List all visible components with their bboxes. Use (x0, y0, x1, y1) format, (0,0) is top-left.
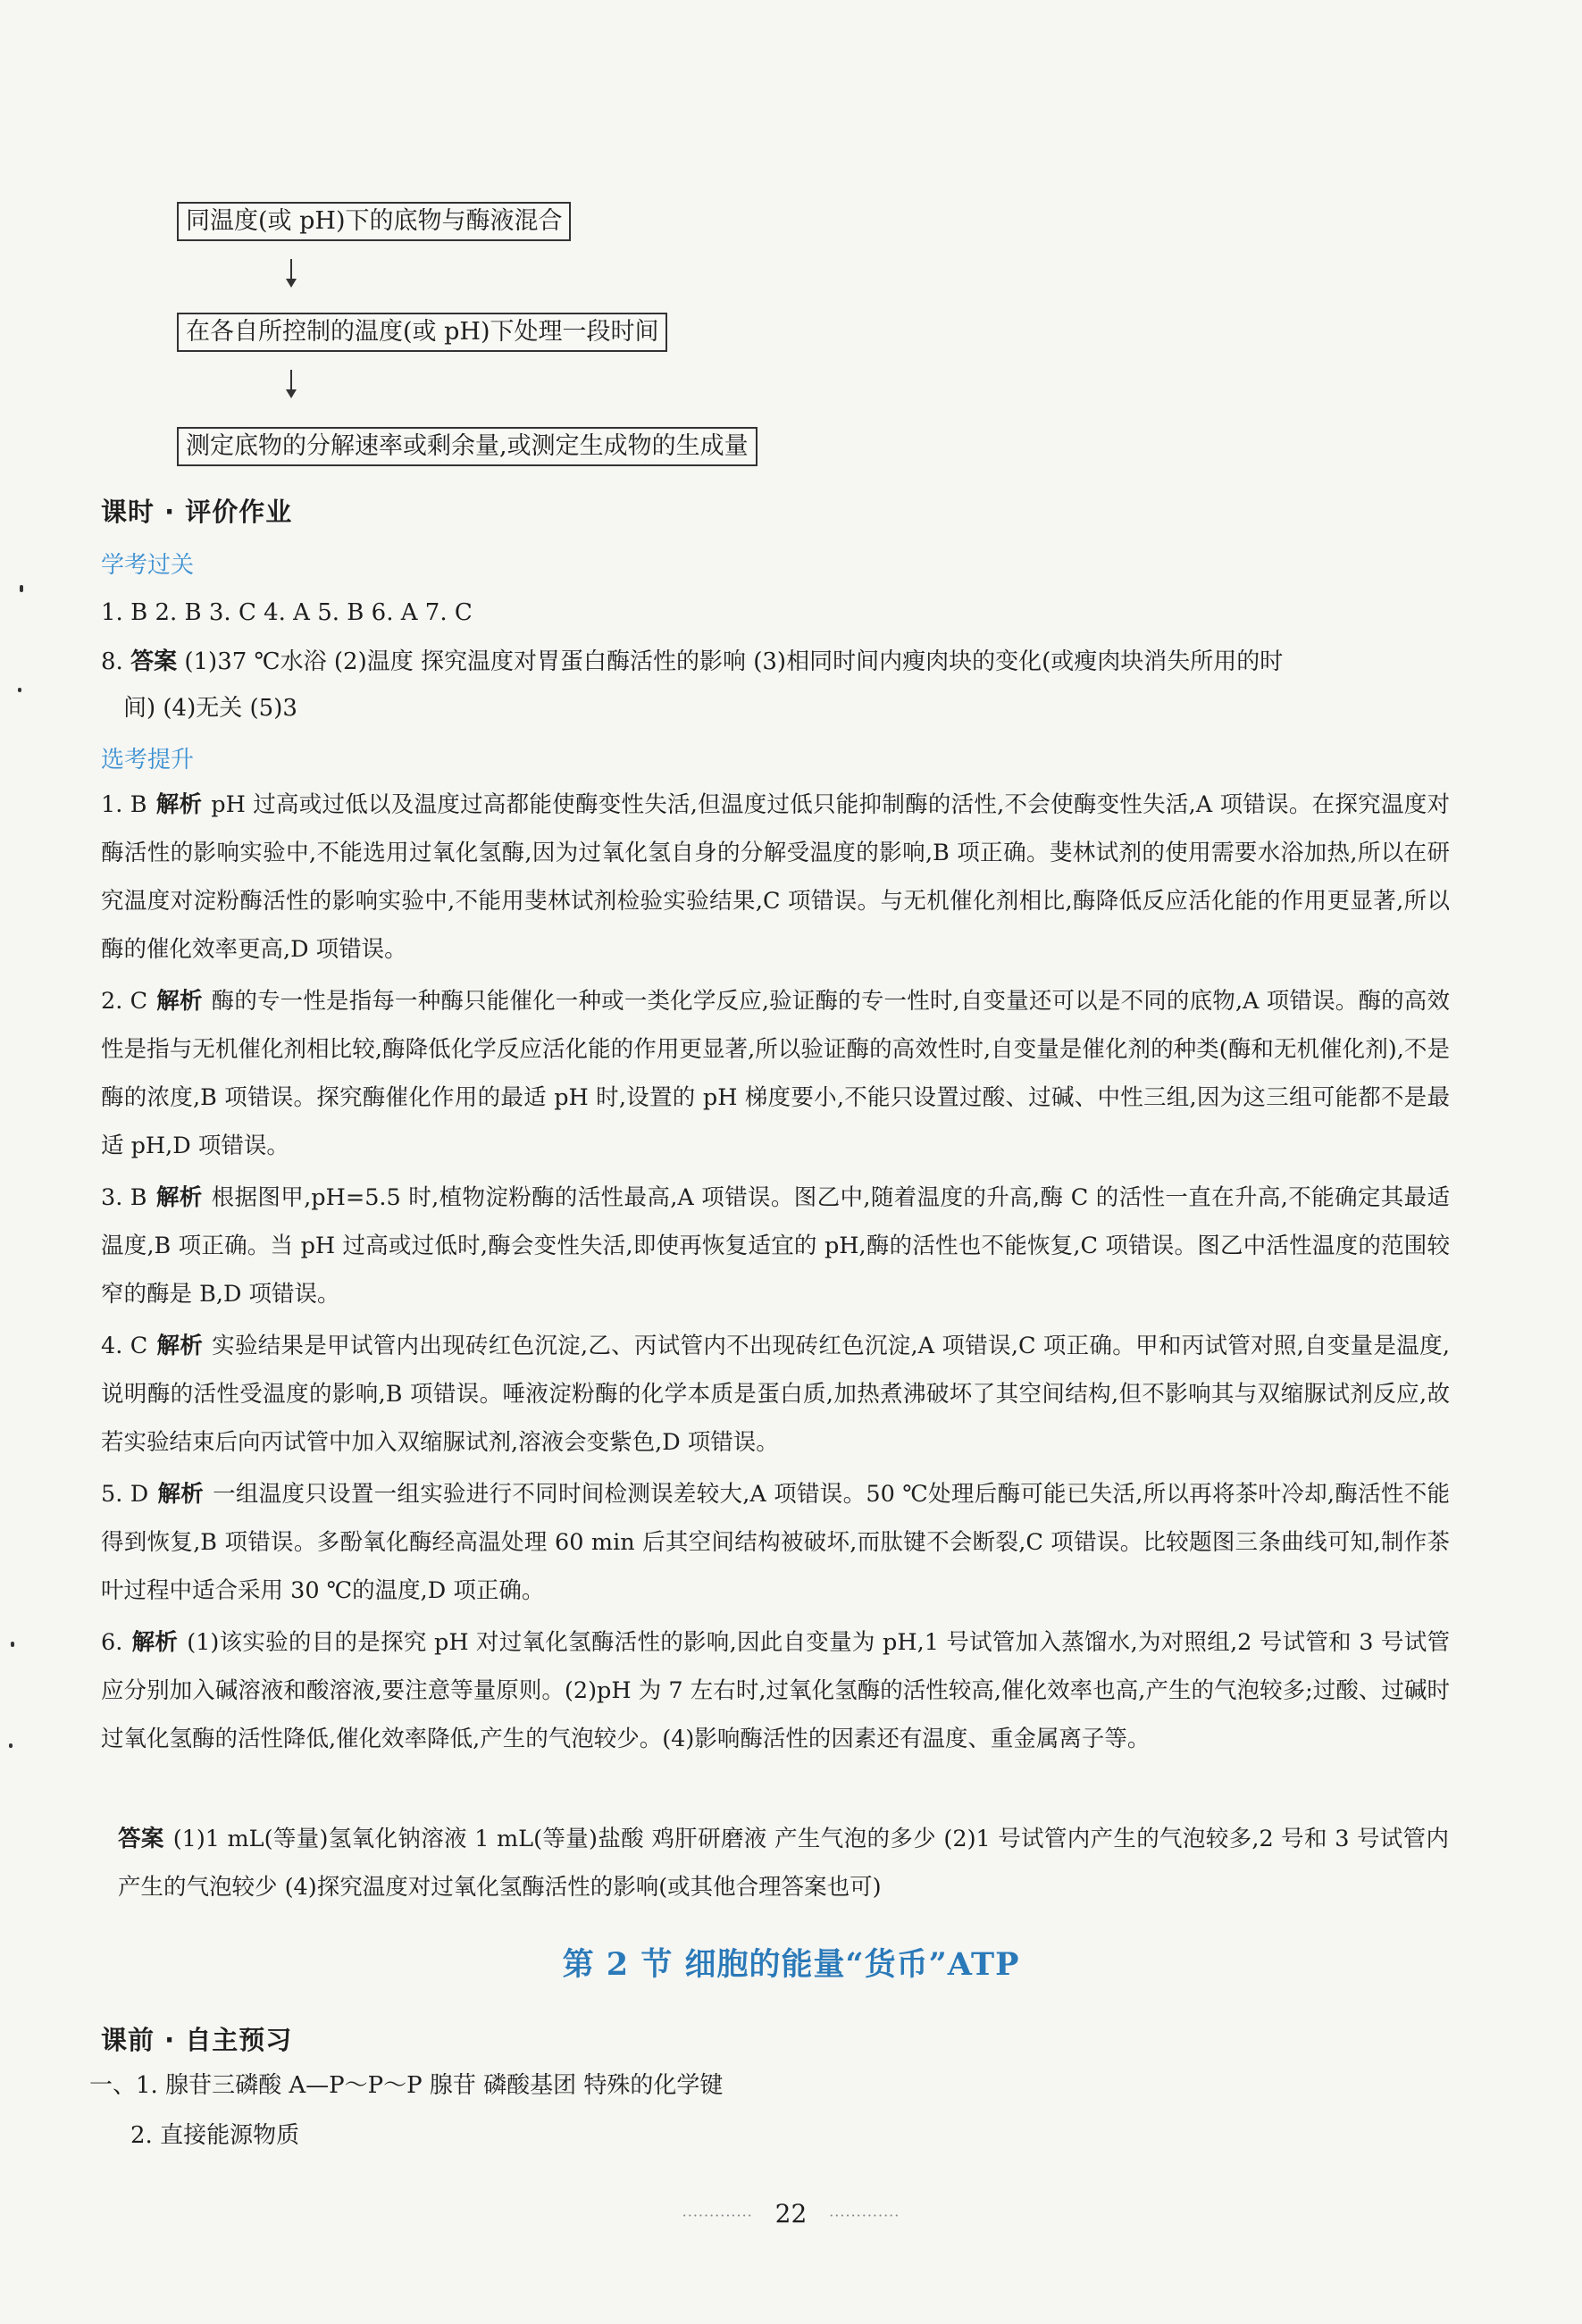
q8-answer-text-2: 间) (4)无关 (5)3 (123, 695, 297, 722)
explanation-5 (101, 1470, 1450, 1615)
q8-number: 8. (101, 648, 123, 675)
scan-mark (9, 1743, 13, 1748)
flowchart-arrow-2 (284, 370, 298, 400)
preview-line-1: 一、1. 腺苷三磷酸 A—P～P～P 腺苷 磷酸基团 特殊的化学键 (89, 2072, 724, 2099)
section-heading-evaluation: 课时 · 评价作业 (101, 497, 293, 527)
item-text: pH 过高或过低以及温度过高都能使酶变性失活,但温度过低只能抑制酶的活性,不会使酶变性失活,A 项错误。在探究温度对酶活性的影响实验中,不能选用过氧化氢酶,因为过氧化氢自身的分解受温度的影响,B 项正确。斐林试剂的使用需要水浴加热,所以在研究温度对淀粉酶活性的影响实验中,不能用斐林试剂检验实验结果,C 项错误。与无机催化剂相比,酶降低反应活化能的作用更显著,所以酶的催化效率更高,D 项错误。 (101, 791, 1450, 963)
flowchart-box-3: 测定底物的分解速率或剩余量,或测定生成物的生成量 (177, 427, 758, 466)
scan-mark (18, 688, 21, 692)
item-label: 解析 (156, 1333, 204, 1359)
item-number: 3. B (101, 1184, 147, 1211)
page-footer (0, 2199, 1582, 2228)
q8-answer-text-1: (1)37 ℃水浴 (2)温度 探究温度对胃蛋白酶活性的影响 (3)相同时间内瘦肉块的变化(或瘦肉块消失所用的时 (184, 648, 1284, 675)
explanation-1 (101, 781, 1450, 974)
item-text: 实验结果是甲试管内出现砖红色沉淀,乙、丙试管内不出现砖红色沉淀,A 项错误,C 项正确。甲和丙试管对照,自变量是温度,说明酶的活性受温度的影响,B 项错误。唾液淀粉酶的化学本质是蛋白质,加热煮沸破坏了其空间结构,但不影响其与双缩脲试剂反应,故若实验结束后向丙试管中加入双缩脲试剂,溶液会变紫色,D 项错误。 (101, 1333, 1450, 1456)
preview-line-2: 2. 直接能源物质 (130, 2122, 300, 2149)
explanation-6 (101, 1618, 1450, 1763)
item-number: 4. C (101, 1333, 148, 1359)
footer-dots-right: ············· (829, 2207, 900, 2224)
flowchart-box-2: 在各自所控制的温度(或 pH)下处理一段时间 (177, 313, 667, 352)
explanation-3 (101, 1174, 1450, 1318)
item-text: 一组温度只设置一组实验进行不同时间检测误差较大,A 项错误。50 ℃处理后酶可能已失活,所以再将茶叶冷却,酶活性不能得到恢复,B 项错误。多酚氧化酶经高温处理 60 min 后其空间结构被破坏,而肽键不会断裂,C 项错误。比较题图三条曲线可知,制作茶叶过程中适合采用 30 ℃的温度,D 项正确。 (101, 1481, 1451, 1604)
item-label: 解析 (157, 1481, 205, 1508)
section-title-atp: 第 2 节 细胞的能量“货币”ATP (562, 1946, 1020, 1983)
q6-answer-text: (1)1 mL(等量)氢氧化钠溶液 1 mL(等量)盐酸 鸡肝研磨液 产生气泡的多少 (2)1 号试管内产生的气泡较多,2 号和 3 号试管内产生的气泡较少 (4)探究温度对过氧化氢酶活性的影响(或其他合理答案也可) (118, 1826, 1449, 1901)
item-label: 解析 (155, 791, 203, 818)
item-text: 根据图甲,pH=5.5 时,植物淀粉酶的活性最高,A 项错误。图乙中,随着温度的升高,酶 C 的活性一直在升高,不能确定其最适温度,B 项正确。当 pH 过高或过低时,酶会变性失活,即使再恢复适宜的 pH,酶的活性也不能恢复,C 项错误。图乙中活性温度的范围较窄的酶是 B,D 项错误。 (101, 1184, 1450, 1308)
item-text: 酶的专一性是指每一种酶只能催化一种或一类化学反应,验证酶的专一性时,自变量还可以是不同的底物,A 项错误。酶的高效性是指与无机催化剂相比较,酶降低化学反应活化能的作用更显著,所以验证酶的高效性时,自变量是催化剂的种类(酶和无机催化剂),不是酶的浓度,B 项错误。探究酶催化作用的最适 pH 时,设置的 pH 梯度要小,不能只设置过酸、过碱、中性三组,因为这三组可能都不是最适 pH,D 项错误。 (101, 988, 1450, 1159)
item-number: 5. D (101, 1481, 149, 1508)
footer-dots-left: ············· (682, 2207, 753, 2224)
q6-answer (118, 1815, 1449, 1911)
subheading-basic: 学考过关 (101, 552, 195, 579)
page-number: 22 (774, 2199, 808, 2228)
item-number: 6. (101, 1629, 123, 1656)
item-number: 2. C (101, 988, 148, 1015)
item-number: 1. B (101, 791, 147, 818)
flowchart-arrow-1 (284, 259, 298, 289)
q6-answer-label: 答案 (118, 1826, 164, 1852)
item-label: 解析 (131, 1629, 179, 1656)
q8-line-1 (101, 647, 1283, 677)
answers-line: 1. B 2. B 3. C 4. A 5. B 6. A 7. C (101, 599, 473, 626)
item-label: 解析 (155, 1184, 203, 1211)
explanation-2 (101, 977, 1450, 1170)
flowchart-box-1: 同温度(或 pH)下的底物与酶液混合 (177, 202, 571, 241)
item-text: (1)该实验的目的是探究 pH 对过氧化氢酶活性的影响,因此自变量为 pH,1 号试管加入蒸馏水,为对照组,2 号试管和 3 号试管应分别加入碱溶液和酸溶液,要注意等量原则。(2)pH 为 7 左右时,过氧化氢酶的活性较高,催化效率也高,产生的气泡较多;过酸、过碱时过氧化氢酶的活性降低,催化效率降低,产生的气泡较少。(4)影响酶活性的因素还有温度、重金属离子等。 (101, 1629, 1450, 1752)
scan-mark (11, 1642, 14, 1647)
explanation-4 (101, 1322, 1450, 1467)
section-heading-preview: 课前 · 自主预习 (101, 2025, 293, 2055)
q8-answer-label: 答案 (130, 648, 178, 675)
scan-mark (20, 585, 23, 592)
item-label: 解析 (156, 988, 203, 1015)
subheading-advanced: 选考提升 (101, 747, 195, 773)
